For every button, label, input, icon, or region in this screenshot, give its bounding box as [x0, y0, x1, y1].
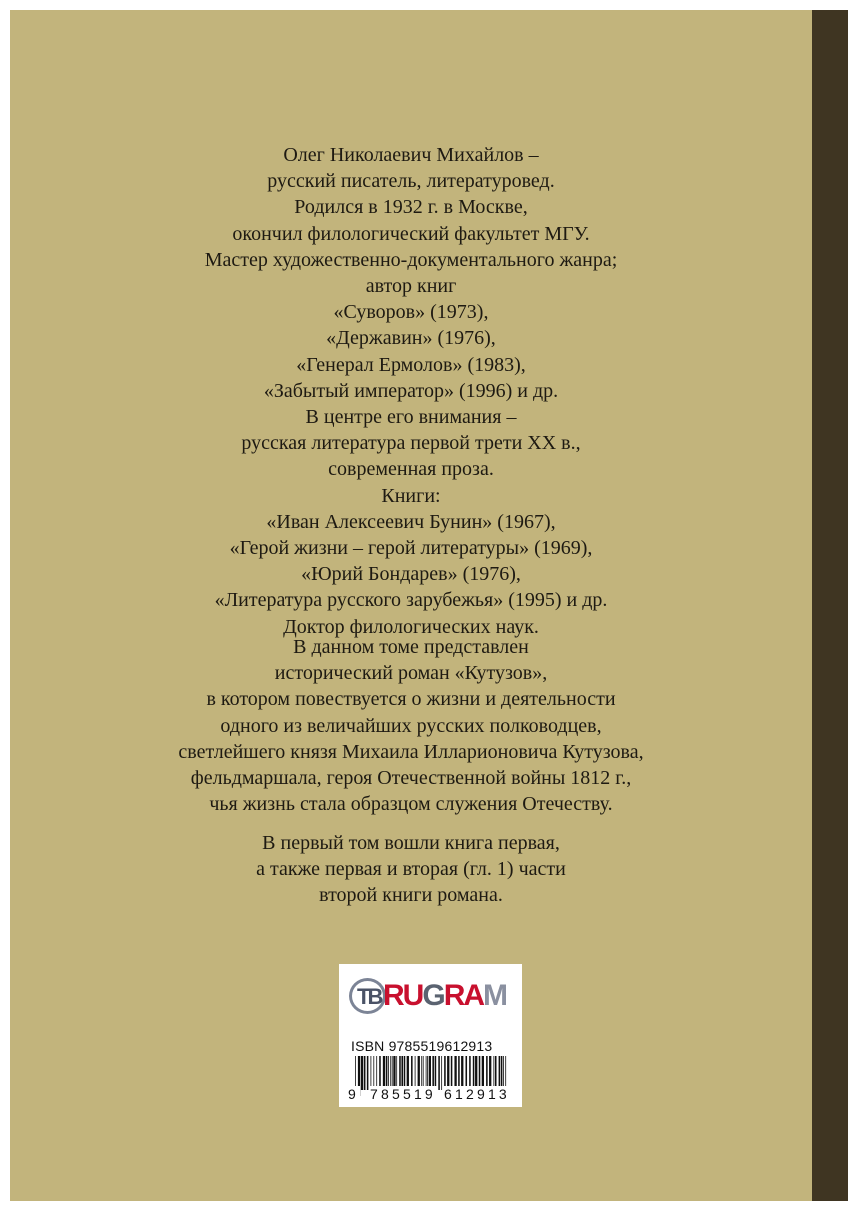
barcode-bar — [383, 1056, 385, 1090]
spine-strip — [812, 10, 848, 1201]
barcode-digit-group: 9 — [348, 1086, 359, 1102]
barcode-bar — [367, 1056, 369, 1090]
publisher-wordmark — [383, 980, 506, 1012]
barcode-bar — [438, 1056, 440, 1090]
barcode-bar — [427, 1056, 428, 1090]
barcode-bar — [373, 1056, 374, 1090]
author-bio — [10, 142, 812, 640]
volume-note-line: В первый том вошли книга первая, — [262, 832, 560, 854]
barcode-bar — [361, 1056, 363, 1090]
bio-line: Олег Николаевич Михайлов – — [283, 144, 539, 166]
wordmark-part: M — [483, 979, 507, 1012]
barcode-bar — [499, 1056, 501, 1090]
barcode-digits — [347, 1086, 515, 1104]
barcode-bar — [388, 1056, 389, 1090]
barcode-bar — [364, 1056, 366, 1090]
barcode-bar — [426, 1056, 427, 1090]
description-line: одного из величайших русских полководцев, — [220, 714, 602, 737]
barcode-bar — [444, 1056, 446, 1090]
barcode-bar — [399, 1056, 401, 1090]
barcode-bar — [479, 1056, 481, 1090]
barcode-bar — [376, 1056, 377, 1090]
bio-line: автор книг — [365, 275, 457, 298]
wordmark-part: G — [422, 979, 444, 1012]
wordmark-part: RA — [443, 979, 484, 1012]
bio-line: Доктор филологических наук. — [283, 615, 539, 638]
barcode-bar — [447, 1056, 449, 1090]
barcode-bar — [390, 1056, 391, 1090]
barcode-bar — [411, 1056, 413, 1090]
publisher-badge-icon — [349, 978, 386, 1014]
barcode-bar — [458, 1056, 460, 1090]
barcode-bar — [415, 1056, 416, 1090]
description-line: В данном томе представлен — [293, 636, 529, 658]
barcode-bar — [493, 1056, 494, 1090]
book-description — [10, 634, 812, 817]
barcode-bar — [461, 1056, 463, 1090]
description-line: светлейшего князя Михаила Илларионовича Кутузова, — [178, 740, 644, 763]
bio-line: Родился в 1932 г. в Москве, — [294, 196, 528, 219]
isbn-label: ISBN 9785519612913 — [351, 1038, 493, 1054]
bio-line: «Забытый император» (1996) и др. — [263, 379, 559, 402]
barcode-bar — [371, 1056, 372, 1090]
barcode-bar — [486, 1056, 488, 1090]
wordmark-part: RU — [383, 979, 423, 1012]
barcode-bar — [407, 1056, 409, 1090]
bio-line: русский писатель, литературовед. — [267, 170, 555, 193]
barcode-digit-group: 612913 — [444, 1086, 510, 1102]
bio-line: «Державин» (1976), — [326, 327, 496, 350]
description-line: чья жизнь стала образцом служения Отечеству. — [209, 793, 613, 816]
barcode-bar — [495, 1056, 497, 1090]
description-line: в котором повествуется о жизни и деятельности — [206, 688, 616, 711]
barcode-bar — [501, 1056, 503, 1090]
book-back-cover — [10, 10, 848, 1201]
bio-line: «Литература русского зарубежья» (1995) и др. — [214, 589, 608, 612]
barcode-bar — [473, 1056, 475, 1090]
bio-line: Книги: — [381, 484, 441, 507]
barcode-bar — [429, 1056, 431, 1090]
volume-note-line: второй книги романа. — [319, 884, 503, 907]
bio-line: «Суворов» (1973), — [333, 301, 489, 324]
bio-line: «Герой жизни – герой литературы» (1969), — [229, 537, 593, 560]
barcode-bar — [392, 1056, 393, 1090]
bio-line: русская литература первой трети XX в., — [241, 432, 581, 455]
bio-line: «Иван Алексеевич Бунин» (1967), — [266, 510, 556, 533]
barcode-bar — [469, 1056, 471, 1090]
barcode-bar — [379, 1056, 381, 1090]
barcode-bar — [441, 1056, 442, 1090]
bio-line: Мастер художественно-документального жанра; — [204, 248, 618, 271]
bio-line: «Юрий Бондарев» (1976), — [301, 563, 521, 586]
barcode-bar — [466, 1056, 468, 1090]
bio-line: окончил филологический факультет МГУ. — [232, 222, 590, 245]
barcode-bar — [423, 1056, 424, 1090]
publisher-badge-text: TB — [357, 984, 381, 1009]
barcode-bar — [396, 1056, 397, 1090]
volume-note — [10, 830, 812, 909]
barcode-bar — [482, 1056, 484, 1090]
barcode-bar — [401, 1056, 403, 1090]
description-line: исторический роман «Кутузов», — [274, 662, 548, 685]
barcode-bar — [421, 1056, 422, 1090]
bio-line: современная проза. — [328, 458, 494, 481]
barcode-bar — [386, 1056, 388, 1090]
barcode-digit-group: 785519 — [370, 1086, 436, 1102]
bio-line: «Генерал Ермолов» (1983), — [296, 353, 526, 376]
description-line: фельдмаршала, героя Отечественной войны 1812 г., — [190, 767, 632, 790]
bio-line: В центре его внимания – — [305, 406, 517, 429]
barcode-bar — [418, 1056, 420, 1090]
barcode-panel — [339, 964, 522, 1107]
barcode-bar — [475, 1056, 477, 1090]
barcode-bar — [404, 1056, 406, 1090]
barcode-bar — [393, 1056, 395, 1090]
volume-note-line: а также первая и вторая (гл. 1) части — [256, 858, 566, 881]
barcode-bar — [489, 1056, 491, 1090]
barcode-bar — [451, 1056, 453, 1090]
barcode-bar — [454, 1056, 456, 1090]
publisher-logo — [349, 978, 512, 1014]
barcode-bar — [435, 1056, 437, 1090]
